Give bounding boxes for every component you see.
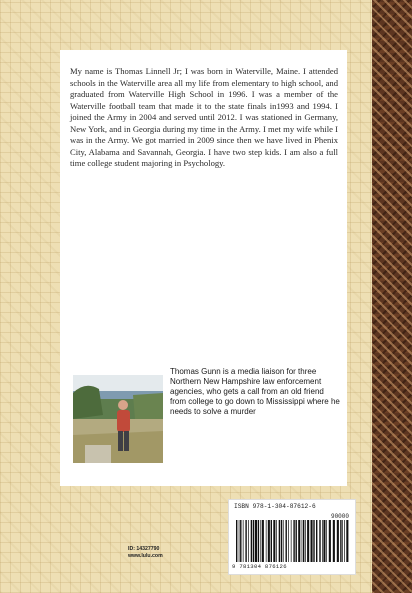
brown-woven-border [372, 0, 412, 593]
price-code: 90000 [330, 513, 349, 520]
author-photo [73, 375, 163, 463]
barcode-bars [235, 520, 349, 562]
book-blurb: Thomas Gunn is a media liaison for three Northern New Hampshire law enforcement agencies, who gets a call from an old friend from college to go down to Mississippi where he needs to solve a murder [170, 367, 340, 416]
isbn-barcode [228, 499, 356, 575]
publisher-info [128, 546, 163, 560]
barcode-digits: 9 781304 876126 [232, 563, 287, 570]
isbn-label: ISBN 978-1-304-87612-6 [234, 503, 316, 510]
publisher-id: ID: 14327790 [128, 546, 160, 552]
author-bio: My name is Thomas Linnell Jr; I was born in Waterville, Maine. I attended schools in the Waterville area all my life from elementary to high school, and graduated from Waterville High School in 1996. I was a member of the Waterville football team that made it to the state finals in1993 and 1994. I joined the Army in 2004 and served until 2012. I was stationed in Germany, New York, and in Georgia during my time in the Army. I met my wife while I was in the Army. We got married in 2009 since then we have lived in Phenix City, Alabama and Savannah, Georgia. I have two step kids. I am also a full time college student majoring in Psychology. [70, 66, 338, 168]
publisher-site: www.lulu.com [128, 553, 163, 559]
